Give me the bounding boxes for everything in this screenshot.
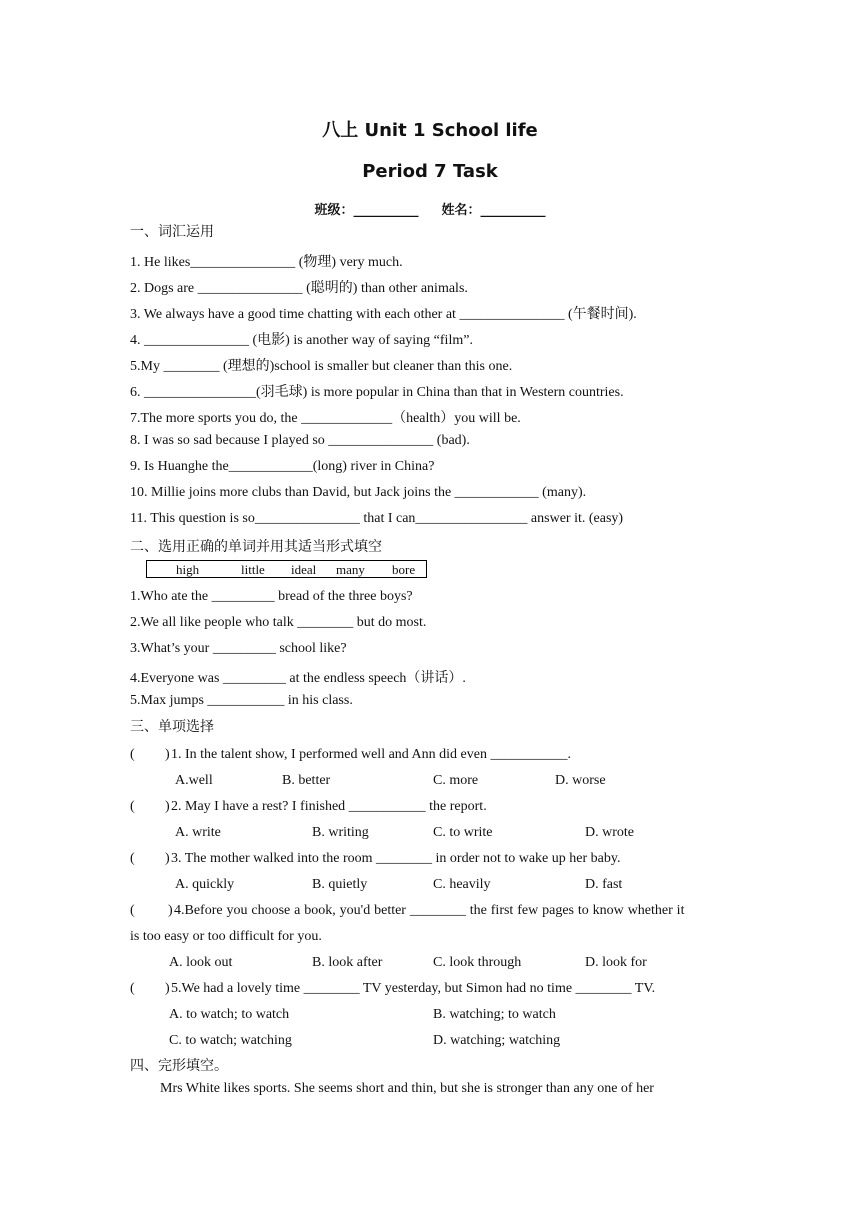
answer-paren-close: ) <box>165 747 170 762</box>
option-d: D. look for <box>585 955 647 970</box>
page-title: 八上 Unit 1 School life <box>322 120 538 141</box>
question-stem: 1. In the talent show, I performed well and Ann did even ___________. <box>171 747 571 762</box>
vocab-item: 5.My ________ (理想的)school is smaller but cleaner than this one. <box>130 359 513 374</box>
vocab-item: 7.The more sports you do, the _____________（health）you will be. <box>130 411 521 426</box>
answer-paren-close: ) <box>165 799 170 814</box>
answer-paren-close: ) <box>168 903 173 918</box>
answer-paren-open: ( <box>130 799 135 814</box>
question-stem: 2. May I have a rest? I finished ___________ the report. <box>171 799 487 814</box>
word-bank-item: little <box>241 562 265 577</box>
option-c: C. to watch; watching <box>169 1033 292 1048</box>
period-title: Period 7 Task <box>362 161 498 182</box>
fill-item: 1.Who ate the _________ bread of the three boys? <box>130 589 413 604</box>
question-stem-continued: is too easy or too difficult for you. <box>130 929 322 944</box>
vocab-item: 6. ________________(羽毛球) is more popular in China than that in Western countries. <box>130 385 624 400</box>
option-c: C. look through <box>433 955 522 970</box>
answer-paren-open: ( <box>130 903 135 918</box>
fill-item: 5.Max jumps ___________ in his class. <box>130 693 353 708</box>
option-d: D. fast <box>585 877 623 892</box>
option-d: D. wrote <box>585 825 634 840</box>
option-a: A.well <box>175 773 213 788</box>
answer-paren-open: ( <box>130 851 135 866</box>
class-field: 班级：__________ <box>314 203 419 218</box>
word-bank-item: bore <box>392 562 416 577</box>
option-d: D. worse <box>555 773 606 788</box>
fill-item: 2.We all like people who talk ________ but do most. <box>130 615 427 630</box>
word-bank-item: many <box>336 562 365 577</box>
vocab-item: 2. Dogs are _______________ (聪明的) than other animals. <box>130 281 468 296</box>
vocab-item: 4. _______________ (电影) is another way of saying “film”. <box>130 333 473 348</box>
question-stem: 3. The mother walked into the room ________ in order not to wake up her baby. <box>171 851 621 866</box>
option-b: B. look after <box>312 955 383 970</box>
option-d: D. watching; watching <box>433 1033 561 1048</box>
option-b: B. quietly <box>312 877 368 892</box>
option-a: A. quickly <box>175 877 235 892</box>
answer-paren-close: ) <box>165 851 170 866</box>
option-a: A. to watch; to watch <box>169 1007 290 1022</box>
option-b: B. better <box>282 773 331 788</box>
vocab-item: 9. Is Huanghe the____________(long) river in China? <box>130 459 435 474</box>
name-field: 姓名：__________ <box>441 203 546 218</box>
cloze-passage: Mrs White likes sports. She seems short and thin, but she is stronger than any one of her <box>160 1081 654 1096</box>
vocab-item: 10. Millie joins more clubs than David, but Jack joins the ____________ (many). <box>130 485 587 500</box>
question-stem: 5.We had a lovely time ________ TV yesterday, but Simon had no time ________ TV. <box>171 981 656 996</box>
answer-paren-open: ( <box>130 981 135 996</box>
vocab-item: 11. This question is so_______________ that I can________________ answer it. (easy) <box>130 511 624 526</box>
question-stem: 4.Before you choose a book, you'd better ________ the first few pages to know whether it <box>174 903 685 918</box>
word-bank <box>146 560 427 578</box>
student-info <box>0 199 860 218</box>
option-b: B. writing <box>312 825 369 840</box>
word-bank-item: high <box>176 562 200 577</box>
fill-item: 4.Everyone was _________ at the endless speech（讲话）. <box>130 671 466 686</box>
option-b: B. watching; to watch <box>433 1007 556 1022</box>
vocab-item: 8. I was so sad because I played so _______________ (bad). <box>130 433 470 448</box>
answer-paren-close: ) <box>165 981 170 996</box>
section-2-heading: 二、选用正确的单词并用其适当形式填空 <box>130 539 382 555</box>
option-a: A. look out <box>169 955 233 970</box>
option-a: A. write <box>175 825 221 840</box>
option-c: C. heavily <box>433 877 491 892</box>
vocab-item: 3. We always have a good time chatting with each other at _______________ (午餐时间). <box>130 307 637 322</box>
section-3-heading: 三、单项选择 <box>130 719 214 735</box>
answer-paren-open: ( <box>130 747 135 762</box>
word-bank-item: ideal <box>291 562 317 577</box>
vocab-item: 1. He likes_______________ (物理) very much. <box>130 255 403 270</box>
section-4-heading: 四、完形填空。 <box>130 1058 228 1074</box>
option-c: C. more <box>433 773 479 788</box>
fill-item: 3.What’s your _________ school like? <box>130 641 347 656</box>
section-1-heading: 一、词汇运用 <box>130 224 214 240</box>
option-c: C. to write <box>433 825 493 840</box>
